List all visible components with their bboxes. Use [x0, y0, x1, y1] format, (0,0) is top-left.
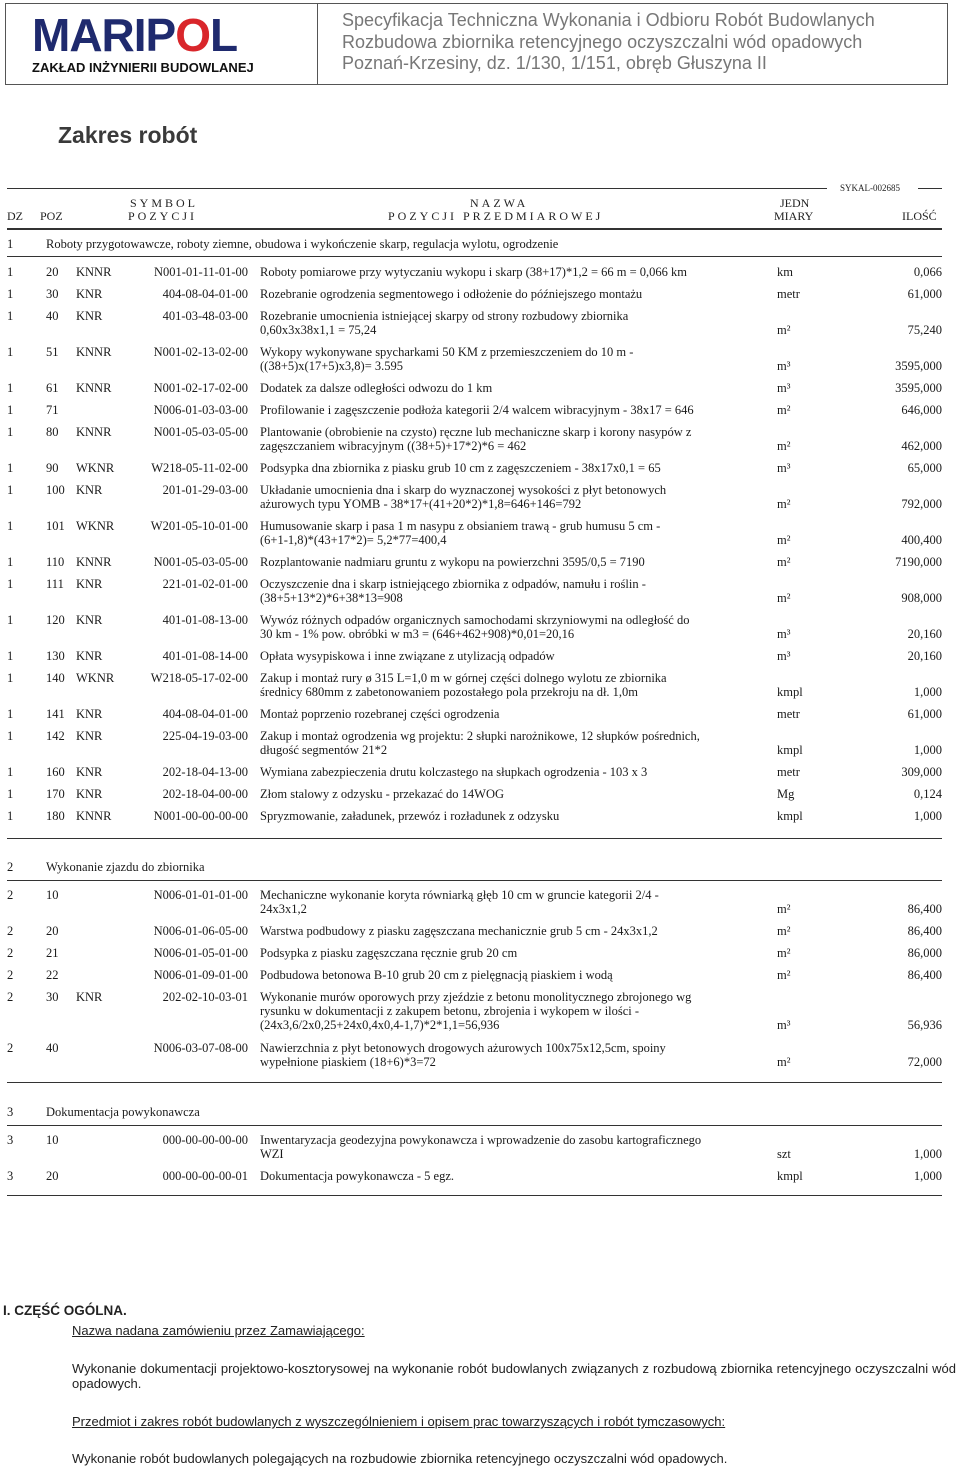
row-catalog: KNR	[76, 309, 103, 323]
row-symbol: 404-08-04-01-00	[162, 707, 248, 721]
row-symbol: N006-01-06-05-00	[153, 924, 248, 938]
row-poz: 22	[46, 968, 59, 982]
row-dz: 2	[7, 924, 14, 938]
col-symbol-2: POZYCJI	[128, 209, 198, 223]
row-dz: 1	[7, 707, 14, 721]
row-description: 30 km - 1% pow. obróbki w m3 = (646+462+908)*0,01=20,16	[260, 627, 575, 641]
row-unit: m²	[777, 533, 791, 547]
row-unit: m²	[777, 591, 791, 605]
row-quantity: 908,000	[901, 591, 942, 605]
row-dz: 1	[7, 671, 14, 685]
row-description: Wykopy wykonywane spycharkami 50 KM z przemieszczeniem do 10 m -	[260, 345, 634, 359]
row-dz: 1	[7, 381, 14, 395]
row-catalog: KNR	[76, 649, 103, 663]
row-unit: kmpl	[777, 685, 803, 699]
row-symbol: 000-00-00-00-00	[162, 1133, 248, 1147]
row-dz: 3	[7, 1133, 14, 1147]
row-poz: 180	[46, 809, 65, 823]
row-unit: metr	[777, 287, 800, 301]
row-description: Oczyszczenie dna i skarp istniejącego zbiornika z odpadów, namułu i roślin -	[260, 577, 646, 591]
section-title: Dokumentacja powykonawcza	[46, 1105, 200, 1119]
table-top-rule-right	[918, 188, 942, 189]
row-dz: 1	[7, 287, 14, 301]
row-quantity: 20,160	[907, 649, 942, 663]
row-dz: 1	[7, 265, 14, 279]
row-catalog: KNNR	[76, 381, 112, 395]
row-unit: m³	[777, 1018, 791, 1032]
row-unit: m²	[777, 968, 791, 982]
section-end-rule	[7, 838, 942, 839]
row-description: średnicy 680mm z zabetonowaniem pozostałego pola przekroju na dł. 1,0m	[260, 685, 639, 699]
row-description: Opłata wysypiskowa i inne związane z utylizacją odpadów	[260, 649, 555, 663]
row-description: Plantowanie (obrobienie na czysto) ręczne lub mechaniczne skarp i korony nasypów z	[260, 425, 692, 439]
row-symbol: W218-05-11-02-00	[151, 461, 248, 475]
col-symbol-1: SYMBOL	[130, 196, 199, 210]
row-dz: 2	[7, 968, 14, 982]
row-catalog: KNR	[76, 729, 103, 743]
row-description: Układanie umocnienia dna i skarp do wyznaczonej wysokości z płyt betonowych	[260, 483, 667, 497]
col-nazwa-1: NAZWA	[470, 196, 529, 210]
row-symbol: N001-02-17-02-00	[153, 381, 248, 395]
logo-wordmark: MARIPOL	[32, 9, 238, 61]
row-quantity: 56,936	[907, 1018, 942, 1032]
row-description: Zakup i montaż ogrodzenia wg projektu: 2 słupki narożnikowe, 12 słupków pośrednich,	[260, 729, 700, 743]
logo-subtitle: ZAKŁAD INŻYNIERII BUDOWLANEJ	[32, 60, 254, 75]
row-description: Dodatek za dalsze odległości odwozu do 1 km	[260, 381, 493, 395]
row-quantity: 75,240	[907, 323, 942, 337]
row-catalog: WKNR	[76, 519, 115, 533]
row-unit: m²	[777, 1055, 791, 1069]
row-poz: 100	[46, 483, 65, 497]
row-quantity: 1,000	[913, 1147, 942, 1161]
scope-text: Wykonanie robót budowlanych polegających na rozbudowie zbiornika retencyjnego oczyszczalni wód opadowych.	[72, 1451, 728, 1466]
scope-label: Przedmiot i zakres robót budowlanych z wyszczególnieniem i opisem prac towarzyszących i robót tymczasowych:	[72, 1414, 726, 1429]
row-quantity: 86,000	[907, 946, 942, 960]
section-end-rule	[7, 1082, 942, 1083]
row-catalog: KNNR	[76, 425, 112, 439]
row-symbol: 225-04-19-03-00	[162, 729, 248, 743]
row-quantity: 86,400	[907, 902, 942, 916]
row-symbol: 000-00-00-00-01	[162, 1169, 248, 1183]
row-unit: m²	[777, 555, 791, 569]
row-catalog: WKNR	[76, 671, 115, 685]
row-unit: kmpl	[777, 1169, 803, 1183]
header-line-1: Specyfikacja Techniczna Wykonania i Odbioru Robót Budowlanych	[342, 10, 875, 30]
row-unit: m²	[777, 323, 791, 337]
row-symbol: N001-02-13-02-00	[153, 345, 248, 359]
header-title-block	[318, 4, 875, 84]
row-symbol: N001-01-11-01-00	[154, 265, 248, 279]
row-unit: metr	[777, 765, 800, 779]
row-poz: 80	[46, 425, 59, 439]
row-quantity: 400,400	[901, 533, 942, 547]
row-dz: 1	[7, 309, 14, 323]
row-quantity: 3595,000	[895, 381, 942, 395]
row-symbol: 202-18-04-00-00	[162, 787, 248, 801]
row-unit: m³	[777, 381, 791, 395]
row-catalog: KNR	[76, 990, 103, 1004]
section-title: Wykonanie zjazdu do zbiornika	[46, 860, 205, 874]
row-description: WZI	[260, 1147, 284, 1161]
row-catalog: KNNR	[76, 809, 112, 823]
row-quantity: 86,400	[907, 968, 942, 982]
order-name-text: Wykonanie dokumentacji projektowo-kosztorysowej na wykonanie robót budowlanych związanych z rozbudową zbiornika retencyjnego oczyszczalni wód opadowych.	[72, 1361, 956, 1391]
row-dz: 2	[7, 888, 14, 902]
row-unit: metr	[777, 707, 800, 721]
row-symbol: N006-01-01-01-00	[153, 888, 248, 902]
row-poz: 20	[46, 924, 59, 938]
row-dz: 1	[7, 425, 14, 439]
row-quantity: 0,124	[913, 787, 942, 801]
row-poz: 40	[46, 1041, 59, 1055]
row-quantity: 7190,000	[895, 555, 942, 569]
row-poz: 40	[46, 309, 59, 323]
row-dz: 1	[7, 345, 14, 359]
section-number: 2	[7, 860, 14, 874]
row-description: ((38+5)x(17+5)x3,8)= 3.595	[260, 359, 403, 373]
row-quantity: 3595,000	[895, 359, 942, 373]
row-dz: 3	[7, 1169, 14, 1183]
row-description: zagęszczaniem wibracyjnym ((38+5)+17*2)*6 = 462	[260, 439, 527, 453]
row-description: wypełnione piaskiem (18+6)*3=72	[260, 1055, 436, 1069]
row-description: Rozplantowanie nadmiaru gruntu z wykopu na powierzchni 3595/0,5 = 7190	[260, 555, 645, 569]
row-description: Dokumentacja powykonawcza - 5 egz.	[260, 1169, 455, 1183]
section-rule	[7, 1125, 942, 1126]
row-dz: 1	[7, 483, 14, 497]
row-unit: Mg	[777, 787, 795, 801]
row-catalog: KNR	[76, 287, 103, 301]
row-symbol: N006-01-03-03-00	[153, 403, 248, 417]
row-description: (6+1-1,8)*(43+17*2)= 5,2*77=400,4	[260, 533, 447, 547]
row-description: Mechaniczne wykonanie koryta równiarką głęb 10 cm w gruncie kategorii 2/4 -	[260, 888, 659, 902]
col-poz: POZ	[40, 209, 63, 223]
row-quantity: 462,000	[901, 439, 942, 453]
row-dz: 1	[7, 765, 14, 779]
section-number: 1	[7, 237, 14, 251]
row-poz: 71	[46, 403, 59, 417]
row-dz: 1	[7, 649, 14, 663]
row-description: Rozebranie ogrodzenia segmentowego i odłożenie do późniejszego montażu	[260, 287, 643, 301]
row-unit: m³	[777, 461, 791, 475]
row-symbol: 221-01-02-01-00	[162, 577, 248, 591]
row-catalog: KNR	[76, 707, 103, 721]
row-description: 0,60x3x38x1,1 = 75,24	[260, 323, 377, 337]
row-poz: 10	[46, 888, 59, 902]
row-description: Podbudowa betonowa B-10 grub 20 cm z pielęgnacją piaskiem i wodą	[260, 968, 613, 982]
row-unit: m²	[777, 902, 791, 916]
row-dz: 1	[7, 577, 14, 591]
row-catalog: KNNR	[76, 555, 112, 569]
row-catalog: KNR	[76, 765, 103, 779]
company-logo	[6, 4, 318, 84]
table-header-rule	[7, 228, 942, 230]
row-catalog: WKNR	[76, 461, 115, 475]
row-unit: kmpl	[777, 809, 803, 823]
row-catalog: KNNR	[76, 345, 112, 359]
row-symbol: 202-18-04-13-00	[162, 765, 248, 779]
row-dz: 1	[7, 555, 14, 569]
row-dz: 1	[7, 403, 14, 417]
row-catalog: KNR	[76, 613, 103, 627]
row-unit: kmpl	[777, 743, 803, 757]
col-jedn-1: JEDN	[780, 196, 810, 210]
row-description: Rozebranie umocnienia istniejącej skarpy od strony rozbudowy zbiornika	[260, 309, 629, 323]
row-description: 24x3x1,2	[260, 902, 307, 916]
row-symbol: N006-03-07-08-00	[153, 1041, 248, 1055]
row-dz: 1	[7, 613, 14, 627]
row-quantity: 1,000	[913, 685, 942, 699]
col-nazwa-2: POZYCJI PRZEDMIAROWEJ	[388, 209, 604, 223]
row-dz: 1	[7, 519, 14, 533]
row-poz: 21	[46, 946, 59, 960]
row-catalog: KNR	[76, 483, 103, 497]
row-symbol: N001-05-03-05-00	[153, 555, 248, 569]
row-quantity: 1,000	[913, 743, 942, 757]
row-quantity: 72,000	[907, 1055, 942, 1069]
header-line-3: Poznań-Krzesiny, dz. 1/130, 1/151, obręb Głuszyna II	[342, 53, 767, 73]
row-poz: 111	[46, 577, 64, 591]
row-description: (38+5+13*2)*6+38*13=908	[260, 591, 403, 605]
row-dz: 1	[7, 809, 14, 823]
row-quantity: 65,000	[907, 461, 942, 475]
row-poz: 10	[46, 1133, 59, 1147]
row-symbol: N001-00-00-00-00	[153, 809, 248, 823]
row-description: Wykonanie murów oporowych przy zjeździe z betonu monolitycznego zbrojonego wg	[260, 990, 692, 1004]
row-unit: km	[777, 265, 793, 279]
row-poz: 90	[46, 461, 59, 475]
row-symbol: N006-01-09-01-00	[153, 968, 248, 982]
row-catalog: KNNR	[76, 265, 112, 279]
row-quantity: 792,000	[901, 497, 942, 511]
row-poz: 110	[46, 555, 65, 569]
row-description: Podsypka z piasku zagęszczana ręcznie grub 20 cm	[260, 946, 518, 960]
row-poz: 141	[46, 707, 65, 721]
row-description: Inwentaryzacja geodezyjna powykonawcza i wprowadzenie do zasobu kartograficznego	[260, 1133, 702, 1147]
row-symbol: W201-05-10-01-00	[150, 519, 248, 533]
document-header	[5, 3, 948, 85]
order-name-label: Nazwa nadana zamówieniu przez Zamawiającego:	[72, 1323, 365, 1338]
section-end-rule	[7, 1195, 942, 1196]
row-quantity: 61,000	[907, 287, 942, 301]
row-symbol: 201-01-29-03-00	[162, 483, 248, 497]
row-dz: 1	[7, 729, 14, 743]
row-quantity: 646,000	[901, 403, 942, 417]
row-unit: szt	[777, 1147, 791, 1161]
row-dz: 2	[7, 946, 14, 960]
col-ilosc: ILOŚĆ	[902, 209, 937, 223]
col-dz: DZ	[7, 209, 23, 223]
row-symbol: 401-03-48-03-00	[162, 309, 248, 323]
row-poz: 61	[46, 381, 59, 395]
section-title: Roboty przygotowawcze, roboty ziemne, obudowa i wykończenie skarp, regulacja wylotu, ogrodzenie	[46, 237, 559, 251]
row-unit: m²	[777, 403, 791, 417]
row-unit: m³	[777, 359, 791, 373]
row-unit: m²	[777, 439, 791, 453]
row-description: Podsypka dna zbiornika z piasku grub 10 cm z zagęszczeniem - 38x17x0,1 = 65	[260, 461, 661, 475]
doc-code: SYKAL-002685	[840, 183, 900, 193]
row-dz: 2	[7, 990, 14, 1004]
row-poz: 130	[46, 649, 65, 663]
row-description: rysunku w dokumentacji z zakupem betonu, zbrojenia i wykopem w ilości -	[260, 1004, 640, 1018]
row-description: Nawierzchnia z płyt betonowych drogowych ażurowych 100x75x12,5cm, spoiny	[260, 1041, 666, 1055]
row-symbol: 202-02-10-03-01	[162, 990, 248, 1004]
row-quantity: 0,066	[913, 265, 942, 279]
row-unit: m³	[777, 627, 791, 641]
page-title: Zakres robót	[58, 122, 198, 148]
row-dz: 1	[7, 461, 14, 475]
row-description: ażurowych typu YOMB - 38*17+(41+20*2)*1,8=646+146=792	[260, 497, 582, 511]
row-poz: 160	[46, 765, 65, 779]
row-unit: m²	[777, 924, 791, 938]
row-quantity: 1,000	[913, 1169, 942, 1183]
row-dz: 1	[7, 787, 14, 801]
row-description: długość segmentów 21*2	[260, 743, 388, 757]
row-poz: 30	[46, 990, 59, 1004]
row-poz: 20	[46, 1169, 59, 1183]
row-poz: 170	[46, 787, 65, 801]
row-catalog: KNR	[76, 787, 103, 801]
row-symbol: N001-05-03-05-00	[153, 425, 248, 439]
row-description: Warstwa podbudowy z piasku zagęszczana mechanicznie grub 5 cm - 24x3x1,2	[260, 924, 658, 938]
row-symbol: W218-05-17-02-00	[150, 671, 248, 685]
row-quantity: 86,400	[907, 924, 942, 938]
row-poz: 140	[46, 671, 65, 685]
header-line-2: Rozbudowa zbiornika retencyjnego oczyszczalni wód opadowych	[342, 31, 863, 52]
row-quantity: 61,000	[907, 707, 942, 721]
row-quantity: 1,000	[913, 809, 942, 823]
row-unit: m²	[777, 497, 791, 511]
row-poz: 20	[46, 265, 59, 279]
row-unit: m²	[777, 946, 791, 960]
row-description: Montaż poprzenio rozebranej części ogrodzenia	[260, 707, 500, 721]
row-poz: 51	[46, 345, 59, 359]
row-description: Wywóz różnych odpadów organicznych samochodami skrzyniowymi na odległość do	[260, 613, 690, 627]
row-quantity: 20,160	[907, 627, 942, 641]
row-catalog: KNR	[76, 577, 103, 591]
section-rule	[7, 880, 942, 881]
row-poz: 142	[46, 729, 65, 743]
general-heading: I. CZĘŚĆ OGÓLNA.	[3, 1303, 127, 1318]
row-description: (24x3,6/2x0,25+24x0,4x0,4-1,7)*2*1,1=56,936	[260, 1018, 500, 1032]
row-symbol: 404-08-04-01-00	[162, 287, 248, 301]
row-dz: 2	[7, 1041, 14, 1055]
row-unit: m³	[777, 649, 791, 663]
row-symbol: N006-01-05-01-00	[153, 946, 248, 960]
row-poz: 30	[46, 287, 59, 301]
row-description: Spryzmowanie, załadunek, przewóz i rozładunek z odzysku	[260, 809, 560, 823]
table-top-rule	[7, 188, 827, 189]
row-description: Roboty pomiarowe przy wytyczaniu wykopu i skarp (38+17)*1,2 = 66 m = 0,066 km	[260, 265, 687, 279]
row-description: Humusowanie skarp i pasa 1 m nasypu z obsianiem trawą - grub humusu 5 cm -	[260, 519, 661, 533]
section-number: 3	[7, 1105, 14, 1119]
section-rule	[7, 256, 942, 257]
row-description: Profilowanie i zagęszczenie podłoża kategorii 2/4 walcem wibracyjnym - 38x17 = 646	[260, 403, 694, 417]
row-quantity: 309,000	[901, 765, 942, 779]
row-poz: 120	[46, 613, 65, 627]
row-description: Wymiana zabezpieczenia drutu kolczastego na słupkach ogrodzenia - 103 x 3	[260, 765, 648, 779]
row-description: Zakup i montaż rury ø 315 L=1,0 m w górnej części dolnego wylotu ze zbiornika	[260, 671, 667, 685]
row-description: Złom stalowy z odzysku - przekazać do 14WOG	[260, 787, 505, 801]
row-symbol: 401-01-08-14-00	[162, 649, 248, 663]
col-jedn-2: MIARY	[774, 209, 814, 223]
row-poz: 101	[46, 519, 65, 533]
row-symbol: 401-01-08-13-00	[162, 613, 248, 627]
